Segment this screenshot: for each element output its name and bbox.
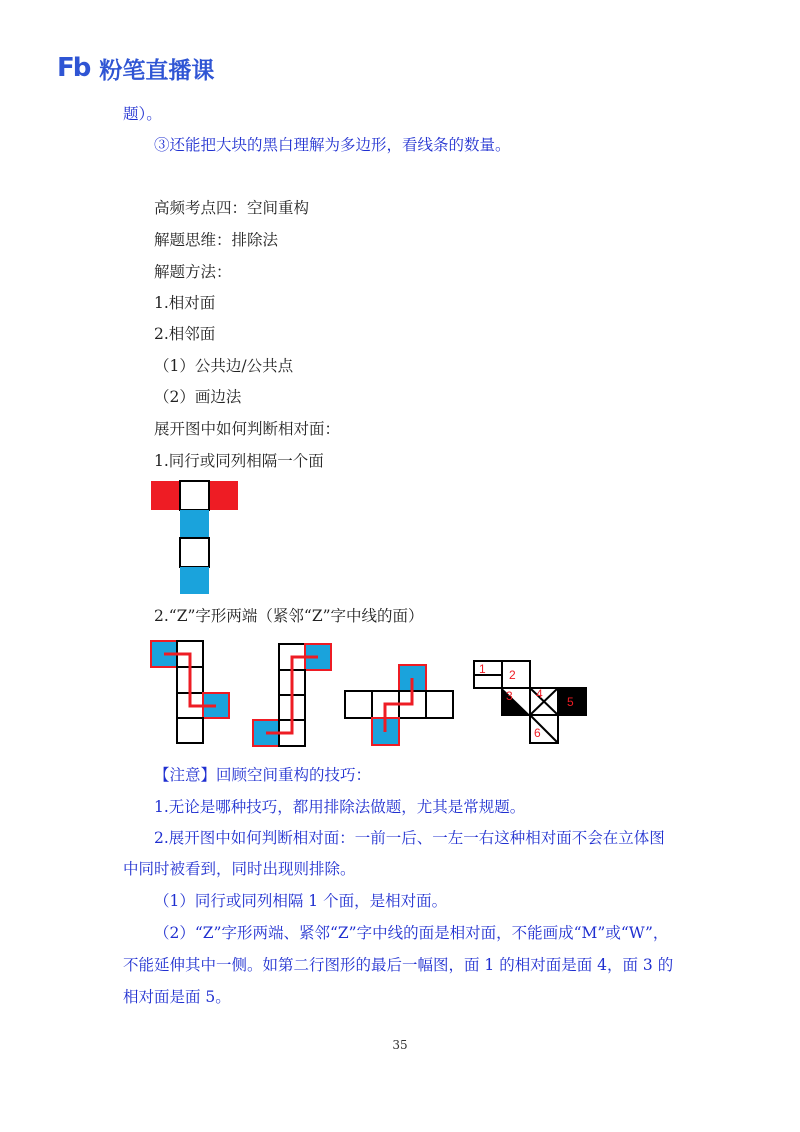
- text-line: 解题思维：排除法: [154, 231, 279, 249]
- face-label: 5: [567, 695, 574, 709]
- cyan-face: [180, 567, 209, 594]
- text-line: 2.相邻面: [154, 325, 216, 343]
- text-line: ③还能把大块的黑白理解为多边形，看线条的数量。: [154, 136, 511, 154]
- face-label: 4: [536, 687, 543, 701]
- note-heading: 【注意】回顾空间重构的技巧：: [154, 766, 372, 784]
- text-line: 2.展开图中如何判断相对面：一前一后、一左一右这种相对面不会在立体图: [154, 829, 665, 847]
- text-line: 相对面是面 5。: [123, 988, 231, 1006]
- z-shape-figure-3: [344, 664, 454, 746]
- cyan-face: [180, 510, 209, 538]
- text-line: （1）同行或同列相隔 1 个面，是相对面。: [154, 892, 448, 910]
- text-line: 2.“Z”字形两端（紧邻“Z”字中线的面）: [154, 607, 424, 625]
- text-line: 1.同行或同列相隔一个面: [154, 452, 324, 470]
- text-line: 解题方法：: [154, 263, 232, 281]
- logo-mark: Fb: [57, 53, 90, 83]
- page-number: 35: [392, 1038, 408, 1052]
- red-face: [151, 481, 180, 510]
- white-face: [180, 538, 209, 567]
- z-shape-figure-2: [252, 643, 334, 747]
- face-2: [502, 661, 530, 688]
- text-line: 题）。: [123, 105, 162, 123]
- face-1-lower: [474, 675, 502, 688]
- text-line: 1.相对面: [154, 294, 216, 312]
- section-title: 高频考点四：空间重构: [154, 199, 310, 217]
- text-line: （1）公共边/公共点: [154, 357, 294, 375]
- text-line: （2）画边法: [154, 388, 242, 406]
- logo-text: 粉笔直播课: [99, 57, 215, 84]
- red-face: [209, 481, 238, 510]
- face: [426, 691, 453, 718]
- face-label: 6: [534, 726, 541, 740]
- text-line: 1.无论是哪种技巧，都用排除法做题，尤其是常规题。: [154, 798, 526, 816]
- text-line: （2）“Z”字形两端、紧邻“Z”字中线的面是相对面，不能画成“M”或“W”，: [154, 924, 669, 942]
- white-face: [180, 481, 209, 510]
- text-line: 展开图中如何判断相对面：: [154, 420, 341, 438]
- numbered-net-figure: [473, 660, 588, 745]
- z-shape-figure-1: [150, 640, 232, 744]
- face-label: 3: [506, 689, 513, 703]
- t-shape-figure: [150, 480, 240, 595]
- face-label: 1: [479, 662, 486, 676]
- face-label: 2: [509, 668, 516, 682]
- text-line: 中同时被看到，同时出现则排除。: [123, 860, 356, 878]
- text-line: 不能延伸其中一侧。如第二行图形的最后一幅图，面 1 的相对面是面 4，面 3 的: [123, 956, 674, 974]
- face: [345, 691, 372, 718]
- face: [177, 718, 203, 743]
- brand-logo: [57, 53, 214, 83]
